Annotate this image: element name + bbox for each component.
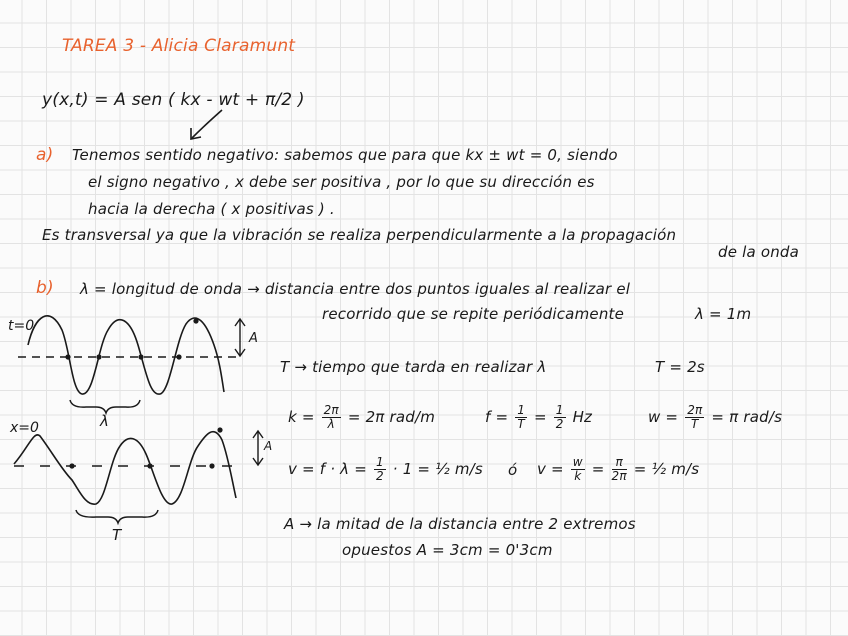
lambda-value: λ = 1m [695,305,752,323]
t0-crest-point [193,318,198,323]
part-a-line-3: hacia la derecha ( x positivas ) . [88,200,335,218]
pointer-arrow [192,110,222,138]
page-title: TAREA 3 - Alicia Claramunt [62,36,296,56]
velocity-formula-2: v = $\frac{w}{k}$ = $\frac{\pi}{2\pi}$ = ½ m/s [537,455,700,483]
amplitude-definition: A → la mitad de la distancia entre 2 extremos [284,515,636,533]
period-value: T = 2s [655,358,705,376]
period-brace [76,510,158,523]
or-word: ó [508,461,518,479]
part-a-line-4-cont: de la onda [718,243,800,261]
wave-equation: y(x,t) = A sen ( kx - wt + π/2 ) [42,90,305,110]
wavenumber-formula: k = $\frac{2\pi}{\lambda}$ = 2π rad/m [288,403,436,431]
part-a-line-1: Tenemos sentido negativo: sabemos que para que kx ± wt = 0, siendo [72,146,618,164]
part-a-line-2: el signo negativo , x debe ser positiva , por lo que su dirección es [88,173,595,191]
x0-node [147,463,152,468]
period-definition: T → tiempo que tarda en realizar λ [280,358,547,376]
amplitude-definition-cont: opuestos A = 3cm = 0'3cm [342,541,553,559]
part-b-label: b) [36,278,54,298]
lambda-brace-label: λ [100,412,109,430]
t0-node [176,354,181,359]
x0-amplitude-label: A [264,439,273,453]
t0-wave [28,316,224,394]
velocity-formula-1: v = f · λ = $\frac{1}{2}$ · 1 = ½ m/s [288,455,483,483]
lambda-definition: λ = longitud de onda → distancia entre dos puntos iguales al realizar el [80,280,631,298]
x0-label: x=0 [10,420,39,436]
x0-node [209,463,214,468]
part-a-line-4: Es transversal ya que la vibración se realiza perpendicularmente a la propagación [42,226,677,244]
lambda-definition-cont: recorrido que se repite periódicamente [322,305,625,323]
part-a-label: a) [36,145,54,165]
x0-crest-point [217,427,222,432]
angular-frequency-formula: w = $\frac{2\pi}{T}$ = π rad/s [648,403,783,431]
t0-node [96,354,101,359]
t0-amplitude-label: A [249,331,258,346]
x0-wave [14,432,236,504]
x0-node [69,463,74,468]
frequency-formula: f = $\frac{1}{T}$ = $\frac{1}{2}$ Hz [485,403,593,431]
t0-node [138,354,143,359]
period-brace-label: T [112,526,122,544]
t0-label: t=0 [8,318,35,334]
t0-node [65,354,70,359]
